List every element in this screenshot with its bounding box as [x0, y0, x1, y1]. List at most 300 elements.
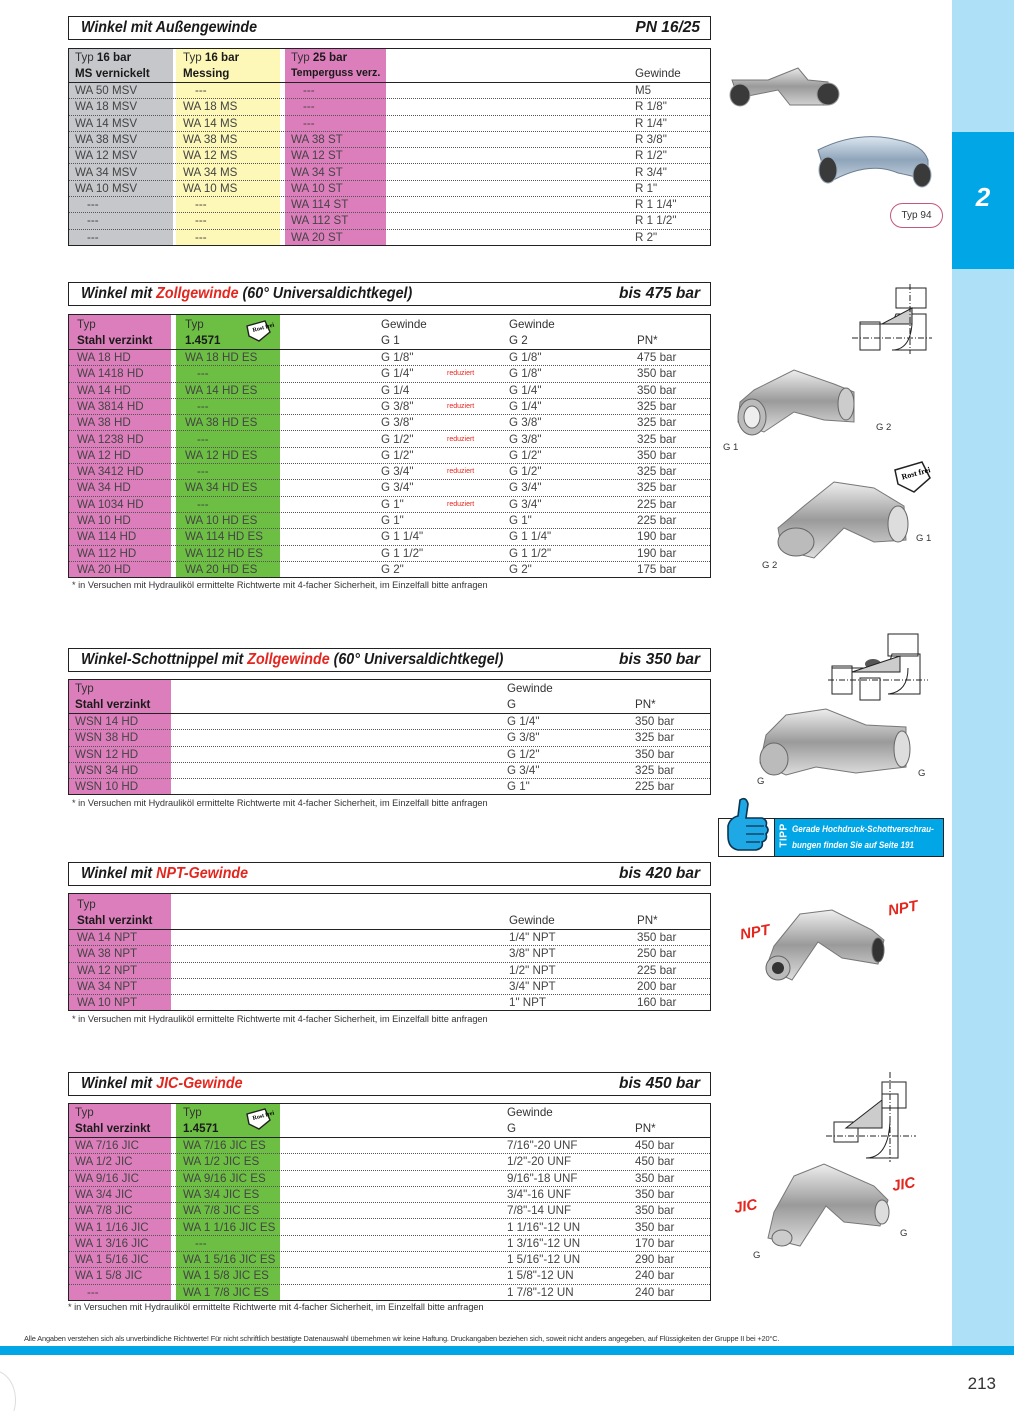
bulkhead-elbow-image — [756, 705, 916, 780]
cell-typ: WA 38 HD — [77, 416, 131, 430]
header-g: G — [507, 698, 517, 711]
elbow-fitting-galvanized-image — [818, 135, 938, 210]
svg-text:Rost frei: Rost frei — [900, 465, 932, 482]
cell-pn: 190 bar — [637, 530, 677, 544]
cell-g1: G 1 1/2" — [381, 546, 424, 560]
cell-pn: 350 bar — [635, 1204, 675, 1218]
table-row — [69, 546, 710, 562]
cell-typ-es: WA 1 7/8 JIC ES — [183, 1285, 269, 1299]
cell-pn: 450 bar — [635, 1155, 675, 1169]
table-row — [69, 1252, 710, 1268]
cell-gewinde: G 1" — [507, 780, 530, 794]
section-pressure: bis 450 bar — [619, 1075, 700, 1092]
header-g1: G 1 — [381, 334, 400, 347]
cell-gewinde: R 1/2" — [635, 149, 667, 163]
cell-typ: WSN 38 HD — [75, 731, 139, 745]
cell-g2: G 3/4" — [509, 497, 542, 511]
section-title: Winkel-Schottnippel mit Zollgewinde (60° Universaldichtkegel) — [81, 651, 504, 668]
table-row — [69, 529, 710, 545]
header-gewinde: Gewinde — [635, 67, 681, 80]
cell-msv: WA 34 MSV — [75, 165, 138, 179]
section-title-bar — [68, 16, 711, 40]
table-row — [69, 464, 710, 480]
cell-typ: WA 12 HD — [77, 448, 131, 462]
header-material-es: 1.4571 — [185, 334, 221, 347]
elbow-fitting-npt-image — [762, 906, 892, 986]
decorative-arc — [0, 1370, 16, 1411]
header-col2-sub: Messing — [183, 67, 230, 80]
table-row — [69, 562, 710, 578]
thread-label-g: G — [918, 768, 926, 779]
header-pn: PN* — [637, 914, 658, 927]
cell-pn: 200 bar — [637, 979, 677, 993]
cell-pn: 225 bar — [637, 497, 677, 511]
table-row — [69, 116, 710, 132]
cell-msv: WA 50 MSV — [75, 84, 138, 97]
table-jic — [68, 1103, 711, 1301]
cell-typ: WA 9/16 JIC — [75, 1171, 140, 1185]
cell-gewinde: 9/16"-18 UNF — [507, 1171, 578, 1185]
cell-msv: WA 38 MSV — [75, 132, 138, 146]
table-row — [69, 132, 710, 148]
cell-g1: G 1" — [381, 497, 404, 511]
cell-typ: WA 38 NPT — [77, 947, 138, 961]
cell-g2: G 2" — [509, 562, 532, 576]
tip-text: Gerade Hochdruck-Schottverschrau- bungen finden Sie auf Seite 191 — [792, 824, 934, 850]
cell-pn: 325 bar — [635, 763, 675, 777]
cell-g1: G 1/4 — [381, 383, 410, 397]
thread-label-g: G — [757, 776, 765, 787]
cell-typ: WA 14 NPT — [77, 931, 138, 944]
cell-typ: WA 10 HD — [77, 514, 131, 527]
cell-pn: 350 bar — [635, 715, 675, 728]
section-title-bar — [68, 648, 711, 672]
footnote: * in Versuchen mit Hydrauliköl ermittelte Richtwerte mit 4-facher Sicherheit, im Einzelfall bitte anfragen — [72, 1014, 488, 1024]
cell-gewinde: R 2" — [635, 230, 658, 244]
section-pressure: PN 16/25 — [635, 19, 700, 36]
npt-label: NPT — [738, 921, 772, 944]
table-row — [69, 513, 710, 529]
cell-pn: 350 bar — [637, 448, 677, 462]
cell-reduced-note: reduziert — [447, 500, 475, 508]
cell-typ: WA 10 NPT — [77, 996, 138, 1010]
cell-pn: 170 bar — [635, 1236, 675, 1250]
cell-st: WA 10 ST — [291, 181, 343, 195]
cell-pn: 175 bar — [637, 562, 677, 576]
cell-pn: 160 bar — [637, 996, 677, 1010]
cell-gewinde: 1 5/8"-12 UN — [507, 1269, 574, 1283]
cell-typ-es: --- — [197, 399, 209, 413]
table-row — [69, 730, 710, 746]
table-row — [69, 497, 710, 513]
cell-g2: G 1/8" — [509, 351, 542, 364]
cell-ms: --- — [195, 84, 207, 97]
cell-pn: 225 bar — [637, 514, 677, 527]
cell-ms: WA 38 MS — [183, 132, 238, 146]
header-col1: Typ 16 bar — [75, 51, 132, 64]
table-row — [69, 1268, 710, 1284]
cell-typ-es: WA 9/16 JIC ES — [183, 1171, 266, 1185]
cell-gewinde: R 1/4" — [635, 116, 667, 130]
cell-g2: G 1/4" — [509, 383, 542, 397]
cell-gewinde: 1/2" NPT — [509, 963, 556, 977]
cell-gewinde: 3/4" NPT — [509, 979, 556, 993]
cell-g1: G 1/2" — [381, 448, 414, 462]
cell-st: --- — [303, 100, 315, 114]
cell-gewinde: 7/8"-14 UNF — [507, 1204, 572, 1218]
header-col3: Typ 25 bar — [291, 51, 348, 64]
cell-typ: WSN 34 HD — [75, 763, 139, 777]
cell-ms: --- — [195, 198, 207, 212]
header-col3-sub: Temperguss verz. — [291, 67, 381, 79]
table-row — [69, 1203, 710, 1219]
cell-pn: 325 bar — [637, 465, 677, 479]
cell-typ-es: WA 14 HD ES — [185, 383, 258, 397]
cell-pn: 250 bar — [637, 947, 677, 961]
table-row — [69, 1187, 710, 1203]
cell-ms: WA 14 MS — [183, 116, 238, 130]
cell-pn: 240 bar — [635, 1285, 675, 1299]
svg-text:Rost frei: Rost frei — [252, 1110, 275, 1122]
thread-label-g2: G 2 — [876, 422, 892, 433]
cell-gewinde: 1/4" NPT — [509, 931, 556, 944]
cell-st: WA 20 ST — [291, 230, 343, 244]
header-material: Stahl verzinkt — [75, 698, 151, 711]
type-label: Typ 94 — [890, 203, 943, 228]
cell-typ: WA 1 5/8 JIC — [75, 1269, 143, 1283]
thread-label-g: G — [753, 1250, 761, 1261]
cell-pn: 190 bar — [637, 546, 677, 560]
cell-g2: G 1/2" — [509, 465, 542, 479]
cell-typ-es: WA 12 HD ES — [185, 448, 258, 462]
header-material: Stahl verzinkt — [77, 334, 153, 347]
table-row — [69, 1220, 710, 1236]
elbow-fitting-zoll-image — [734, 362, 864, 442]
cell-st: --- — [303, 84, 315, 97]
cell-g2: G 1/2" — [509, 448, 542, 462]
cell-typ-es: WA 3/4 JIC ES — [183, 1187, 260, 1201]
cell-pn: 450 bar — [635, 1139, 675, 1152]
header-typ: Typ — [77, 898, 96, 911]
cell-gewinde: 3/8" NPT — [509, 947, 556, 961]
table-row — [69, 1285, 710, 1301]
table-row — [69, 930, 710, 946]
cell-typ: WA 14 HD — [77, 383, 131, 397]
cell-st: WA 38 ST — [291, 132, 343, 146]
table-schottnippel — [68, 679, 711, 795]
header-col2: Typ 16 bar — [183, 51, 240, 64]
cell-typ-es: --- — [197, 432, 209, 446]
cell-st: WA 12 ST — [291, 149, 343, 163]
cell-gewinde: G 1/2" — [507, 747, 540, 761]
footnote: * in Versuchen mit Hydrauliköl ermittelte Richtwerte mit 4-facher Sicherheit, im Einzelfall bitte anfragen — [72, 580, 488, 590]
cell-typ: WA 3814 HD — [77, 399, 144, 413]
section-pressure: bis 420 bar — [619, 865, 700, 882]
section-title: Winkel mit Außengewinde — [81, 19, 258, 36]
cell-typ-es: WA 114 HD ES — [185, 530, 263, 544]
header-typ: Typ — [75, 682, 94, 695]
cell-typ-es: WA 34 HD ES — [185, 481, 258, 495]
table-row — [69, 946, 710, 962]
rostfrei-badge-icon — [245, 1108, 275, 1130]
section-pressure: bis 350 bar — [619, 651, 700, 668]
table-row — [69, 1138, 710, 1154]
cell-typ: WSN 12 HD — [75, 747, 139, 761]
table-row — [69, 747, 710, 763]
cell-reduced-note: reduziert — [447, 370, 475, 378]
table-row — [69, 350, 710, 366]
cell-pn: 325 bar — [637, 481, 677, 495]
table-row — [69, 213, 710, 229]
header-gewinde-1: Gewinde — [381, 318, 427, 331]
thumbs-up-icon — [722, 796, 770, 854]
cell-pn: 225 bar — [637, 963, 677, 977]
header-material: Stahl verzinkt — [75, 1122, 151, 1135]
cell-gewinde: 1 7/8"-12 UN — [507, 1285, 574, 1299]
cell-pn: 325 bar — [637, 432, 677, 446]
table-row — [69, 197, 710, 213]
header-gewinde: Gewinde — [507, 1106, 553, 1119]
header-pn: PN* — [635, 1122, 656, 1135]
cell-typ: WA 1 1/16 JIC — [75, 1220, 149, 1234]
svg-text:Rost frei: Rost frei — [252, 322, 275, 334]
cell-pn: 350 bar — [637, 931, 677, 944]
cell-typ: WA 12 NPT — [77, 963, 138, 977]
cell-typ-es: WA 1 5/16 JIC ES — [183, 1253, 276, 1267]
table-row — [69, 763, 710, 779]
header-material-es: 1.4571 — [183, 1122, 219, 1135]
cell-typ: WA 3412 HD — [77, 465, 144, 479]
cell-pn: 325 bar — [637, 416, 677, 430]
header-col1-sub: MS vernickelt — [75, 67, 150, 80]
cell-typ: WA 7/8 JIC — [75, 1204, 133, 1218]
table-row — [69, 399, 710, 415]
cell-typ: WA 34 NPT — [77, 979, 138, 993]
header-material: Stahl verzinkt — [77, 914, 153, 927]
cell-typ: WA 112 HD — [77, 546, 137, 560]
cell-pn: 350 bar — [635, 1220, 675, 1234]
cell-gewinde: R 1" — [635, 181, 658, 195]
footnote: * in Versuchen mit Hydrauliköl ermittelte Richtwerte mit 4-facher Sicherheit, im Einzelfall bitte anfragen — [72, 798, 488, 808]
cell-gewinde: R 3/4" — [635, 165, 667, 179]
header-gewinde-2: Gewinde — [509, 318, 555, 331]
cross-section-drawing — [852, 284, 932, 359]
cell-reduced-note: reduziert — [447, 435, 475, 443]
cell-gewinde: G 3/8" — [507, 731, 540, 745]
cell-g2: G 3/4" — [509, 481, 542, 495]
cell-typ-es: WA 1 1/16 JIC ES — [183, 1220, 276, 1234]
rostfrei-badge-icon — [245, 320, 275, 342]
cross-section-drawing — [828, 632, 928, 702]
cell-gewinde: G 3/4" — [507, 763, 540, 777]
cell-msv: WA 10 MSV — [75, 181, 138, 195]
cell-typ: WA 1/2 JIC — [75, 1155, 133, 1169]
cell-g2: G 1/8" — [509, 367, 542, 381]
section-title-bar — [68, 1072, 711, 1096]
cell-pn: 225 bar — [635, 780, 675, 794]
cell-st: WA 114 ST — [291, 198, 349, 212]
table-row — [69, 1154, 710, 1170]
jic-label: JIC — [732, 1196, 759, 1217]
table-row — [69, 165, 710, 181]
cell-gewinde: R 1/8" — [635, 100, 667, 114]
cell-g2: G 1 1/4" — [509, 530, 552, 544]
thread-label-g1: G 1 — [723, 442, 739, 453]
cell-typ-es: --- — [197, 465, 209, 479]
table-aussengewinde — [68, 48, 711, 246]
header-typ-es: Typ — [183, 1106, 202, 1119]
section-title: Winkel mit NPT-Gewinde — [81, 865, 249, 882]
cell-pn: 350 bar — [637, 367, 677, 381]
cell-msv: WA 14 MSV — [75, 116, 138, 130]
cell-g1: G 1 1/4" — [381, 530, 424, 544]
cell-ms: WA 10 MS — [183, 181, 238, 195]
cell-typ: WA 20 HD — [77, 562, 131, 576]
footnote: * in Versuchen mit Hydrauliköl ermittelte Richtwerte mit 4-facher Sicherheit, im Einzelfall bitte anfragen — [68, 1302, 484, 1312]
cell-pn: 290 bar — [635, 1253, 675, 1267]
elbow-fitting-nickel-image — [728, 60, 848, 140]
cell-typ-es: WA 112 HD ES — [185, 546, 263, 560]
cell-gewinde: M5 — [635, 84, 652, 97]
page-number: 213 — [967, 1374, 996, 1393]
cell-typ: WA 18 HD — [77, 351, 131, 364]
cell-typ: WA 1238 HD — [77, 432, 144, 446]
section-title-bar — [68, 862, 711, 886]
cell-typ-es: --- — [195, 1236, 207, 1250]
cell-reduced-note: reduziert — [447, 402, 475, 410]
cell-pn: 350 bar — [635, 747, 675, 761]
chapter-number: 2 — [975, 182, 991, 212]
cell-msv: --- — [87, 198, 99, 212]
cell-g1: G 1/4" — [381, 367, 414, 381]
table-row — [69, 366, 710, 382]
cell-pn: 475 bar — [637, 351, 677, 364]
cell-typ: --- — [87, 1285, 99, 1299]
table-row — [69, 1171, 710, 1187]
cell-gewinde: 1 3/16"-12 UN — [507, 1236, 581, 1250]
cell-g1: G 2" — [381, 562, 404, 576]
header-pn: PN* — [635, 698, 656, 711]
cell-gewinde: 3/4"-16 UNF — [507, 1187, 572, 1201]
table-row — [69, 99, 710, 115]
cell-gewinde: 1" NPT — [509, 996, 546, 1010]
cell-typ-es: WA 10 HD ES — [185, 514, 258, 527]
elbow-fitting-jic-image — [764, 1160, 894, 1250]
cell-msv: --- — [87, 230, 99, 244]
section-title-bar — [68, 282, 711, 306]
header-typ: Typ — [77, 318, 96, 331]
header-pn: PN* — [637, 334, 658, 347]
cell-pn: 350 bar — [635, 1171, 675, 1185]
table-row — [69, 448, 710, 464]
thread-label-g1: G 1 — [916, 533, 932, 544]
cell-g1: G 1/8" — [381, 351, 414, 364]
cell-typ-es: WA 7/16 JIC ES — [183, 1139, 266, 1152]
cell-typ-es: WA 1 5/8 JIC ES — [183, 1269, 269, 1283]
cell-msv: WA 18 MSV — [75, 100, 138, 114]
cell-typ-es: WA 20 HD ES — [185, 562, 258, 576]
table-row — [69, 230, 710, 246]
cell-gewinde: R 1 1/4" — [635, 198, 677, 212]
cell-g1: G 3/4" — [381, 481, 414, 495]
cell-st: --- — [303, 116, 315, 130]
cell-typ-es: WA 1/2 JIC ES — [183, 1155, 260, 1169]
table-row — [69, 480, 710, 496]
cell-gewinde: 1 5/16"-12 UN — [507, 1253, 581, 1267]
section-title: Winkel mit JIC-Gewinde — [81, 1075, 243, 1092]
cross-section-drawing — [826, 1072, 916, 1162]
cell-g2: G 3/8" — [509, 416, 542, 430]
cell-st: WA 112 ST — [291, 214, 349, 228]
cell-typ: WA 3/4 JIC — [75, 1187, 133, 1201]
table-row — [69, 415, 710, 431]
cell-gewinde: R 1 1/2" — [635, 214, 677, 228]
cell-typ-es: --- — [197, 367, 209, 381]
cell-g1: G 1" — [381, 514, 404, 527]
table-row — [69, 1236, 710, 1252]
npt-label: NPT — [886, 897, 920, 920]
cell-pn: 350 bar — [637, 383, 677, 397]
cell-pn: 325 bar — [637, 399, 677, 413]
cell-typ-es: WA 18 HD ES — [185, 351, 258, 364]
table-row — [69, 779, 710, 795]
elbow-fitting-stainless-image — [774, 470, 914, 565]
cell-ms: WA 18 MS — [183, 100, 238, 114]
jic-label: JIC — [890, 1174, 917, 1195]
cell-st: WA 34 ST — [291, 165, 343, 179]
cell-g1: G 1/2" — [381, 432, 414, 446]
header-gewinde: Gewinde — [509, 914, 555, 927]
cell-typ-es: WA 7/8 JIC ES — [183, 1204, 260, 1218]
thread-label-g: G — [900, 1228, 908, 1239]
cell-g1: G 3/4" — [381, 465, 414, 479]
cell-gewinde: R 3/8" — [635, 132, 667, 146]
cell-g1: G 3/8" — [381, 399, 414, 413]
cell-typ: WA 1418 HD — [77, 367, 144, 381]
cell-gewinde: 7/16"-20 UNF — [507, 1139, 578, 1152]
cell-typ: WSN 14 HD — [75, 715, 139, 728]
cell-g2: G 1/4" — [509, 399, 542, 413]
bottom-bar — [0, 1346, 1014, 1355]
cell-ms: --- — [195, 230, 207, 244]
table-row — [69, 83, 710, 99]
cell-msv: --- — [87, 214, 99, 228]
cell-ms: --- — [195, 214, 207, 228]
cell-typ: WA 1 3/16 JIC — [75, 1236, 149, 1250]
tip-label: TIPP — [778, 823, 790, 848]
table-row — [69, 181, 710, 197]
cell-typ: WA 34 HD — [77, 481, 131, 495]
cell-g2: G 1" — [509, 514, 532, 527]
section-pressure: bis 475 bar — [619, 285, 700, 302]
cell-g2: G 1 1/2" — [509, 546, 552, 560]
table-zollgewinde — [68, 314, 711, 578]
cell-typ: WSN 10 HD — [75, 780, 139, 794]
header-typ: Typ — [75, 1106, 94, 1119]
header-g: G — [507, 1122, 517, 1135]
cell-typ: WA 1 5/16 JIC — [75, 1253, 149, 1267]
disclaimer: Alle Angaben verstehen sich als unverbindliche Richtwerte! Für nicht schriftlich bestätigte Datenauswahl übernehmen wir keine Haftung. Druckangaben beziehen sich, soweit nicht anders angegeben, auf Flüssigkeiten der Gruppe II bei +20°C. — [24, 1334, 780, 1343]
cell-pn: 350 bar — [635, 1187, 675, 1201]
table-row — [69, 432, 710, 448]
cell-g1: G 3/8" — [381, 416, 414, 430]
cell-typ: WA 1034 HD — [77, 497, 144, 511]
table-row — [69, 995, 710, 1011]
table-row — [69, 383, 710, 399]
table-row — [69, 979, 710, 995]
header-typ-es: Typ — [185, 318, 204, 331]
header-g2: G 2 — [509, 334, 528, 347]
